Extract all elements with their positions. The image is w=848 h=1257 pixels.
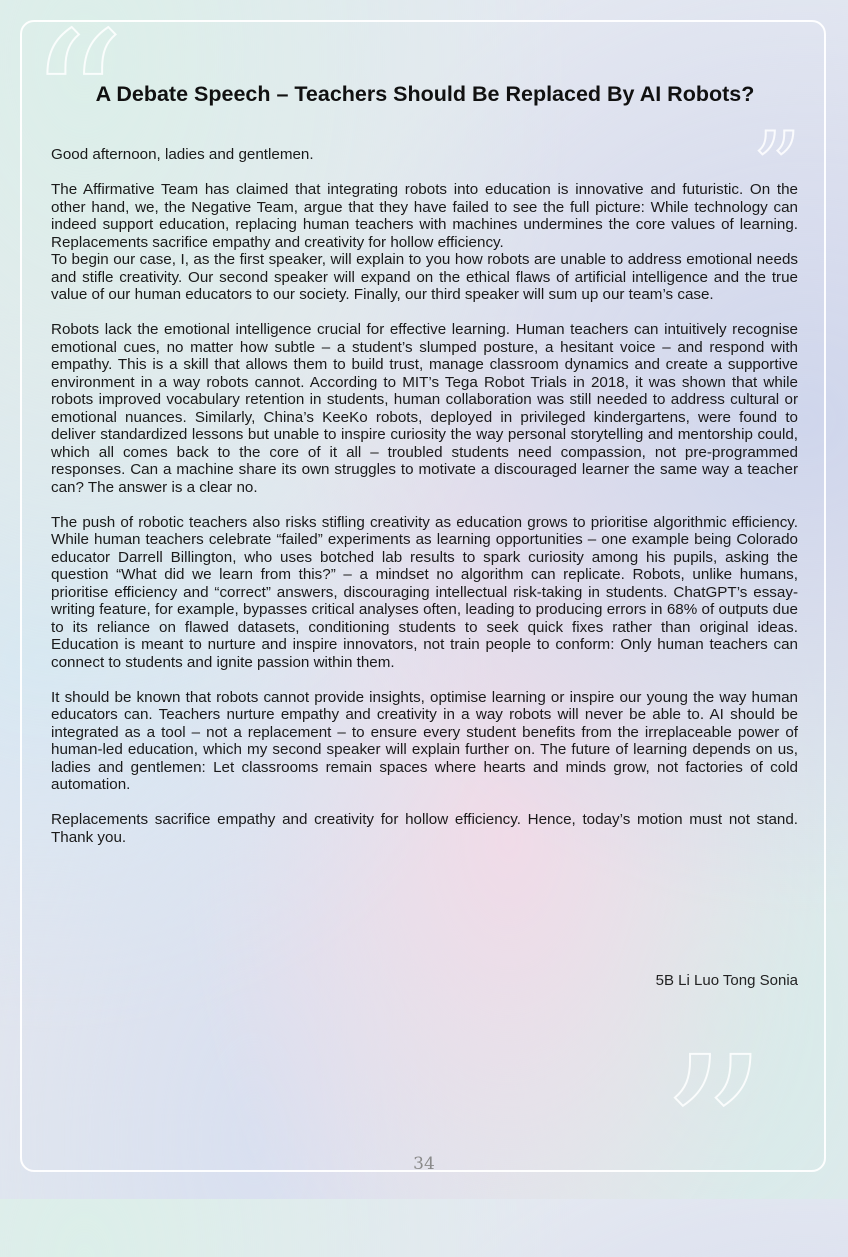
speech-body [51, 146, 798, 846]
paragraph-outline: To begin our case, I, as the first speaker, will explain to you how robots are unable to address emotional needs and stifle creativity. Our second speaker will expand on the ethical flaws of artificial intelligence and the true value of our human educators to our society. Finally, our third speaker will sum up our team’s case. [51, 251, 798, 303]
open-quote-icon: “ [28, 0, 126, 213]
paragraph-creativity: The push of robotic teachers also risks stifling creativity as education grows to prioritise algorithmic efficiency. While human teachers celebrate “failed” experiments as learning opportunities – one example being Colorado educator Darrell Billington, who uses botched lab results to spark curiosity among his pupils, asking the question “What did we learn from this?” – a mindset no algorithm can replicate. Robots, unlike humans, prioritise efficiency and “correct” answers, discouraging intellectual risk-taking in students. ChatGPT’s essay-writing feature, for example, bypasses critical analyses often, leading to producing errors in 68% of outputs due to its reliance on flawed datasets, conditioning students to seek quick fixes rather than original ideas. Education is meant to nurture and inspire innovators, not train people to conform: Only human teachers can connect to students and ignite passion within them. [51, 513, 798, 671]
author-signature: 5B Li Luo Tong Sonia [655, 972, 798, 989]
close-quote-icon: ” [752, 112, 802, 224]
close-quote-large-icon: ” [660, 1012, 768, 1257]
page-number: 34 [413, 1154, 435, 1174]
paragraph-greeting: Good afternoon, ladies and gentlemen. [51, 146, 314, 163]
paragraph-emotional-intelligence: Robots lack the emotional intelligence crucial for effective learning. Human teachers can intuitively recognise emotional cues, no matter how subtle – a student’s slumped posture, a hesitant voice – and respond with empathy. This is a skill that allows them to build trust, manage classroom dynamics and create a supportive environment in a way robots cannot. According to MIT’s Tega Robot Trials in 2018, it was shown that while robots improved vocabulary retention in students, human collaboration was still needed to address cultural or emotional nuances. Similarly, China’s KeeKo robots, deployed in privileged kindergartens, were found to deliver standardized lessons but unable to inspire curiosity the way personal storytelling and mentorship could, which all comes back to the core of it all – troubled students need compassion, not pre-programmed responses. Can a machine share its own struggles to motivate a discouraged learner the same way a teacher can? The answer is a clear no. [51, 321, 798, 496]
paragraph-closing: Replacements sacrifice empathy and creativity for hollow efficiency. Hence, today’s motion must not stand. Thank you. [51, 811, 798, 846]
paragraph-summary: It should be known that robots cannot provide insights, optimise learning or inspire our young the way human educators can. Teachers nurture empathy and creativity in a way robots will never be able to. AI should be integrated as a tool – not a replacement – to ensure every student benefits from the irreplaceable power of human-led education, which my second speaker will explain further on. The future of learning depends on us, ladies and gentlemen: Let classrooms remain spaces where hearts and minds grow, not factories of cold automation. [51, 688, 798, 793]
paragraph-intro: The Affirmative Team has claimed that integrating robots into education is innovative and futuristic. On the other hand, we, the Negative Team, argue that they have failed to see the full picture: While technology can indeed support education, replacing human teachers with machines undermines the core values of learning. Replacements sacrifice empathy and creativity for hollow efficiency. [51, 181, 798, 251]
page-title: A Debate Speech – Teachers Should Be Replaced By AI Robots? [95, 82, 755, 106]
